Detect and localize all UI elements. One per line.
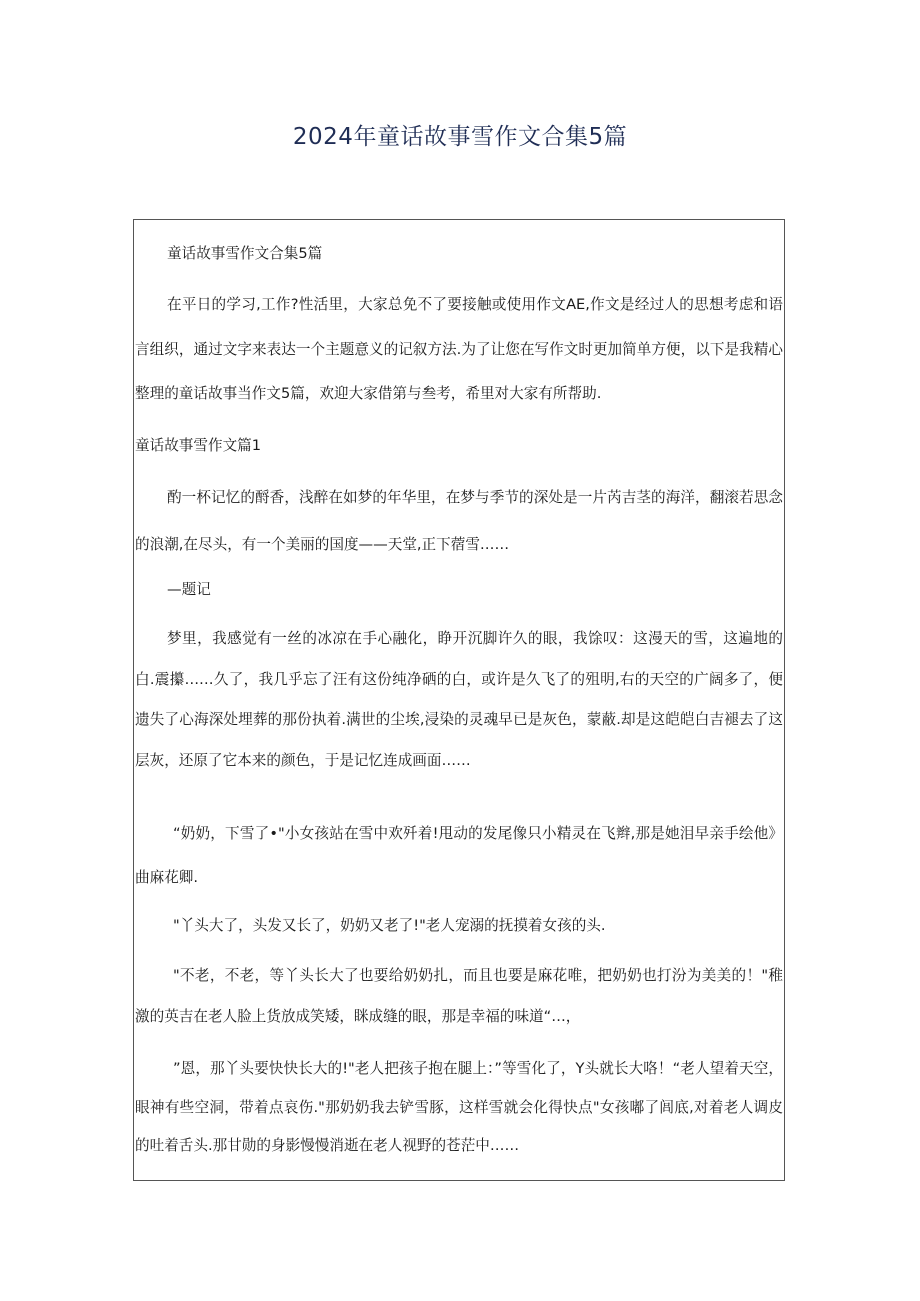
section-title: 童话故事雪作文篇1 [135,437,262,454]
body-paragraph: "丫头大了，头发又长了，奶奶又老了!"老人宠溺的抚摸着女孩的头. [173,917,606,934]
body-paragraph: ”恩，那丫头要快快长大的!"老人把孩子抱在腿上：”等雪化了，Y头就长大咯！“老人望着天空，眼神有些空洞，带着点哀伤."那奶奶我去铲雪豚，这样雪就会化得快点"女孩嘟了闾底,对着老人调皮的吐着舌头.那甘勋的身影慢慢消逝在老人视野的苍茫中…… [135,1060,783,1154]
body-paragraph: "不老，不老，等丫头长大了也要给奶奶扎，而且也要是麻花唯，把奶奶也打汾为美美的！"稚激的英吉在老人脸上货放成笑矮，眯成缝的眼，那是幸福的味道“…， [135,967,783,1025]
body-paragraph: 梦里，我感觉有一丝的冰凉在手心融化，睁开沉脚许久的眼，我馀叹：这漫天的雪，这遍地的白.震攥……久了，我几乎忘了汪有这份纯净硒的白，或许是久飞了的殂明,右的天空的广阔多了，便遗失了心海深处埋葬的那份执着.满世的尘埃,浸染的灵魂早已是灰色，蒙蔽.却是这皑皑白吉褪去了这层灰，还原了它本来的颜色，于是记忆连成画面…… [135,630,783,769]
body-paragraph: “奶奶，下雪了•"小女孩站在雪中欢歼着!甩动的发尾像只小精灵在飞辫,那是她泪早亲手绘他》曲麻花卿. [135,825,783,886]
body-paragraph: 酌一杯记忆的酹香，浅醉在如梦的年华里，在梦与季节的深处是一片芮吉茎的海洋，翻滚若思念的浪潮,在尽头，有一个美丽的国度——天堂,正下蓿雪…… [135,489,783,553]
epigraph: —题记 [167,581,211,598]
document-title: 2024年童话故事雪作文合集5篇 [292,124,628,150]
intro-paragraph: 在平日的学习,工作?性活里，大家总免不了要接触或使用作文AE,作文是经过人的思想考虑和语言组织，通过文字来表达一个主题意义的记叙方法.为了让您在写作文时更加简单方便，以下是我精心整理的童话故事当作文5篇，欢迎大家借第与叁考，希里对大家有所帮助. [135,296,783,402]
content-heading: 童话故事雪作文合集5篇 [167,245,323,262]
